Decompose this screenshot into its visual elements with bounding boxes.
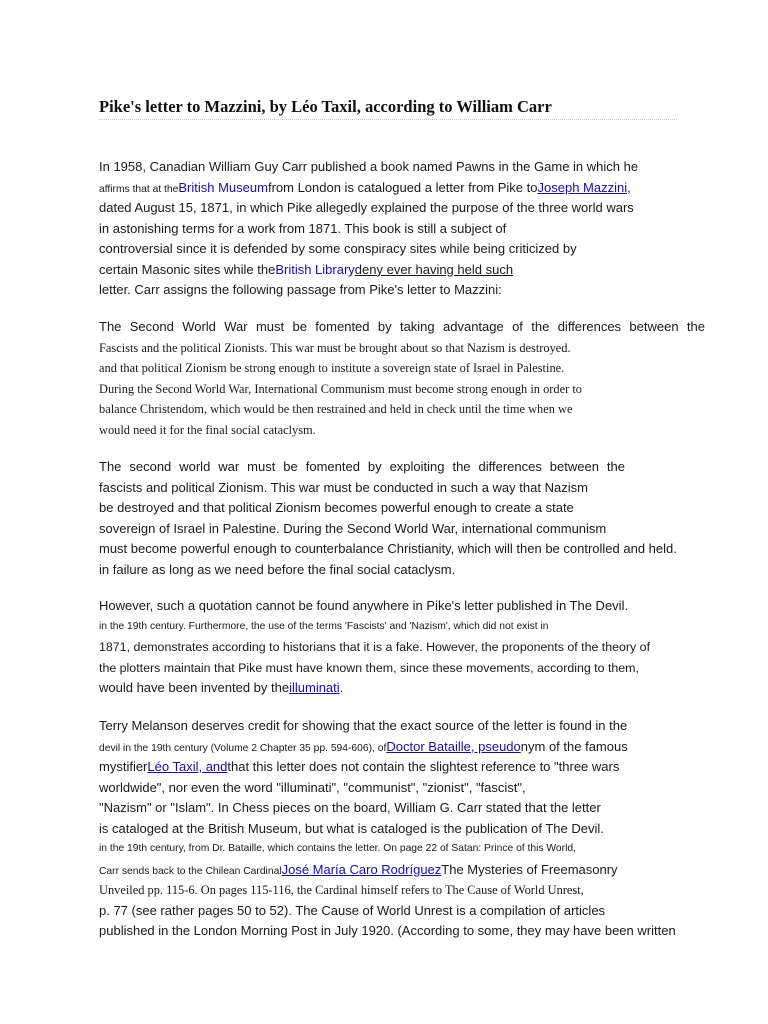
- title-divider: [99, 119, 677, 120]
- paragraph-quote-original: [99, 317, 709, 440]
- text-line: devil in the 19th century (Volume 2 Chapter 35 pp. 594-606), ofDoctor Bataille, pseudonym of the famous: [99, 738, 628, 754]
- link-doctor-bataille[interactable]: Doctor Bataille, pseudo: [386, 738, 521, 754]
- text-line: would have been invented by theilluminati.: [99, 680, 344, 695]
- text-line: in the 19th century, from Dr. Bataille, which contains the letter. On page 22 of Satan: Prince of this World,: [99, 843, 576, 854]
- text-line: the plotters maintain that Pike must have known them, since these movements, according to them,: [99, 660, 639, 675]
- paragraph-quote-translation: [99, 457, 709, 580]
- text-line: worldwide", nor even the word "illuminati", "communist", "zionist", "fascist",: [99, 779, 526, 795]
- text-line: Terry Melanson deserves credit for showing that the exact source of the letter is found in the: [99, 718, 628, 733]
- text-line: be destroyed and that political Zionism becomes powerful enough to create a state: [99, 500, 574, 515]
- text-line: affirms that at theBritish Museumfrom London is catalogued a letter from Pike toJoseph Mazzini,: [99, 179, 631, 195]
- text-line: fascists and political Zionism. This war must be conducted in such a way that Nazism: [99, 479, 588, 495]
- text-line: In 1958, Canadian William Guy Carr published a book named Pawns in the Game in which he: [99, 159, 639, 174]
- text-line: Carr sends back to the Chilean CardinalJosé María Caro RodríguezThe Mysteries of Freemasonry: [99, 861, 618, 877]
- link-leo-taxil[interactable]: Léo Taxil, and: [147, 759, 228, 774]
- paragraph-fake: [99, 596, 709, 699]
- text-line: and that political Zionism be strong enough to institute a sovereign state of Israel in Palestine.: [99, 361, 565, 375]
- text-line: The Second World War must be fomented by taking advantage of the differences between the: [99, 319, 705, 334]
- text-line: would need it for the final social cataclysm.: [99, 422, 316, 437]
- text-line: dated August 15, 1871, in which Pike allegedly explained the purpose of the three world wars: [99, 200, 634, 215]
- text-line: must become powerful enough to counterbalance Christianity, which will then be controlled and held.: [99, 541, 677, 556]
- text-line: Fascists and the political Zionists. This war must be brought about so that Nazism is destroyed.: [99, 340, 571, 355]
- text-line: letter. Carr assigns the following passage from Pike's letter to Mazzini:: [99, 282, 502, 297]
- text-line: "Nazism" or "Islam". In Chess pieces on the board, William G. Carr stated that the letter: [99, 800, 601, 815]
- text-line: in astonishing terms for a work from 1871. This book is still a subject of: [99, 220, 507, 236]
- text-line: p. 77 (see rather pages 50 to 52). The Cause of World Unrest is a compilation of articles: [99, 902, 606, 918]
- text-line: certain Masonic sites while theBritish Librarydeny ever having held such: [99, 261, 514, 277]
- text-line: is cataloged at the British Museum, but what is cataloged is the publication of The Devil.: [99, 820, 604, 836]
- link-jose-maria-caro-rodriguez[interactable]: José María Caro Rodríguez: [281, 861, 442, 877]
- text-line: The second world war must be fomented by exploiting the differences between the: [99, 459, 625, 474]
- paragraph-intro: [99, 157, 709, 301]
- text-line: sovereign of Israel in Palestine. During the Second World War, international communism: [99, 520, 607, 536]
- text-line: Unveiled pp. 115-6. On pages 115-116, the Cardinal himself refers to The Cause of World Unrest,: [99, 883, 584, 897]
- link-british-museum[interactable]: British Museum: [178, 179, 268, 195]
- paragraph-source: [99, 716, 709, 942]
- text-line: in failure as long as we need before the final social cataclysm.: [99, 561, 456, 577]
- link-joseph-mazzini[interactable]: Joseph Mazzini,: [537, 179, 631, 195]
- text-line: During the Second World War, International Communism must become strong enough in order to: [99, 381, 582, 396]
- text-line: published in the London Morning Post in July 1920. (According to some, they may have been written: [99, 923, 676, 938]
- text-line: controversial since it is defended by some conspiracy sites while being criticized by: [99, 241, 577, 256]
- link-illuminati[interactable]: illuminati: [289, 680, 340, 695]
- text-line: in the 19th century. Furthermore, the use of the terms 'Fascists' and 'Nazism', which did not exist in: [99, 620, 549, 632]
- text-line: mystifierLéo Taxil, andthat this letter does not contain the slightest reference to "three wars: [99, 759, 620, 774]
- text-line: balance Christendom, which would be then restrained and held in check until the time when we: [99, 402, 573, 416]
- link-british-library[interactable]: British Library: [275, 261, 355, 277]
- page-title: Pike's letter to Mazzini, by Léo Taxil, according to William Carr: [99, 97, 552, 116]
- text-line: However, such a quotation cannot be found anywhere in Pike's letter published in The Devil.: [99, 598, 629, 613]
- text-line: 1871, demonstrates according to historians that it is a fake. However, the proponents of the theory of: [99, 640, 651, 654]
